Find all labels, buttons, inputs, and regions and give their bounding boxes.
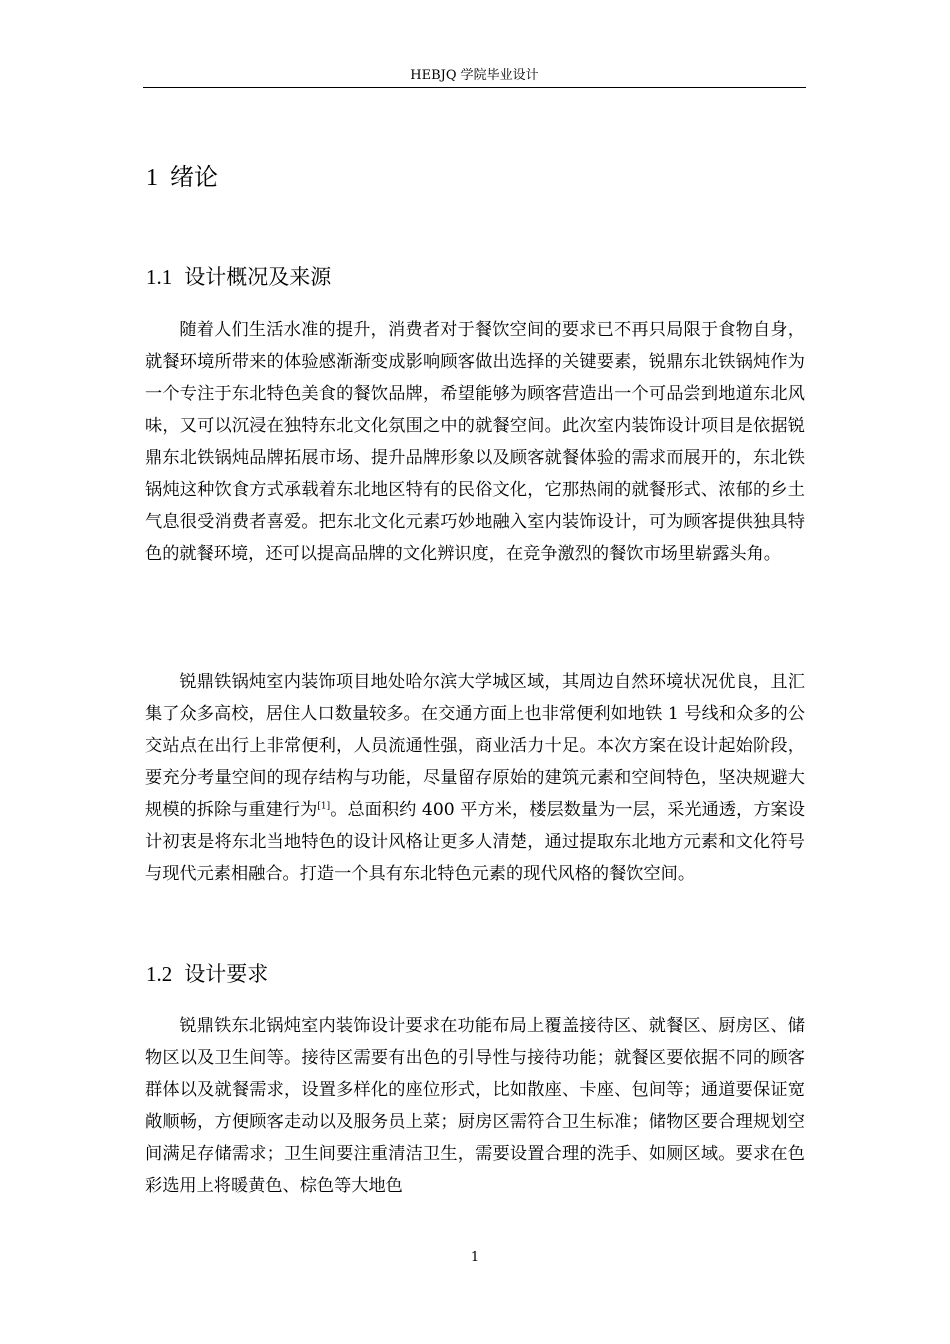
section-heading-1-1 <box>146 263 331 291</box>
header-rule <box>143 87 806 88</box>
section-title: 设计要求 <box>184 962 269 986</box>
section-number: 1.2 <box>146 962 173 986</box>
paragraph-text: 。总面积约 400 平方米，楼层数量为一层，采光通透，方案设计初衷是将东北当地特色的设计风格让更多人清楚，通过提取东北地方元素和文化符号与现代元素相融合。打造一个具有东北特色元素的现代风格的餐饮空间。 <box>145 800 805 884</box>
paragraph-1-1-a: 随着人们生活水准的提升，消费者对于餐饮空间的要求已不再只局限于食物自身，就餐环境所带来的体验感渐渐变成影响顾客做出选择的关键要素，锐鼎东北铁锅炖作为一个专注于东北特色美食的餐饮品牌，希望能够为顾客营造出一个可品尝到地道东北风味，又可以沉浸在独特东北文化氛围之中的就餐空间。此次室内装饰设计项目是依据锐鼎东北铁锅炖品牌拓展市场、提升品牌形象以及顾客就餐体验的需求而展开的，东北铁锅炖这种饮食方式承载着东北地区特有的民俗文化，它那热闹的就餐形式、浓郁的乡土气息很受消费者喜爱。把东北文化元素巧妙地融入室内装饰设计，可为顾客提供独具特色的就餐环境，还可以提高品牌的文化辨识度，在竞争激烈的餐饮市场里崭露头角。 <box>145 320 805 564</box>
chapter-number: 1 <box>146 165 158 191</box>
chapter-title: 绪论 <box>170 163 218 191</box>
section-number: 1.1 <box>146 265 173 289</box>
page-header: HEBJQ 学院毕业设计 <box>410 68 539 83</box>
paragraph-text: 锐鼎铁锅炖室内装饰项目地处哈尔滨大学城区域，其周边自然环境状况优良，且汇集了众多高校，居住人口数量较多。在交通方面上也非常便利如地铁 1 号线和众多的公交站点在出行上非常便利，人员流通性强，商业活力十足。本次方案在设计起始阶段，要充分考量空间的现存结构与功能，尽量留存原始的建筑元素和空间特色，坚决规避大规模的拆除与重建行为 <box>145 672 805 820</box>
section-title: 设计概况及来源 <box>184 265 332 289</box>
citation-ref: [1] <box>317 801 331 812</box>
page-number: 1 <box>470 1250 480 1265</box>
paragraph-1-1-b <box>145 666 805 890</box>
chapter-heading <box>146 162 218 193</box>
section-heading-1-2 <box>146 960 268 988</box>
paragraph-1-2-a: 锐鼎铁东北锅炖室内装饰设计要求在功能布局上覆盖接待区、就餐区、厨房区、储物区以及卫生间等。接待区需要有出色的引导性与接待功能；就餐区要依据不同的顾客群体以及就餐需求，设置多样化的座位形式，比如散座、卡座、包间等；通道要保证宽敞顺畅，方便顾客走动以及服务员上菜；厨房区需符合卫生标准；储物区要合理规划空间满足存储需求；卫生间要注重清洁卫生，需要设置合理的洗手、如厕区域。要求在色彩选用上将暖黄色、棕色等大地色 <box>145 1016 805 1196</box>
